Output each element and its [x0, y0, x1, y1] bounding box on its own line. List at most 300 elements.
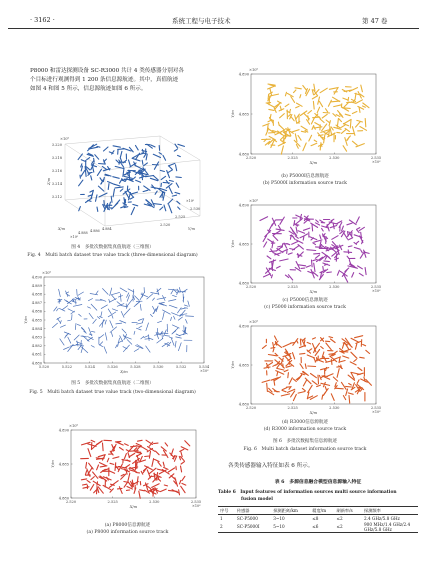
track-segment — [318, 375, 319, 384]
track-segment — [141, 336, 144, 339]
track-segment — [322, 228, 324, 231]
y-tick-label: 4.887 — [31, 301, 42, 306]
track-segment — [285, 104, 289, 107]
track-segment — [120, 288, 127, 292]
track-segment — [365, 119, 366, 127]
track-segment — [345, 138, 347, 146]
track-segment — [313, 101, 314, 109]
track-segment — [300, 214, 301, 219]
track-segment — [110, 463, 114, 464]
track-segment — [98, 186, 104, 191]
x-axis-label: X/m — [120, 369, 128, 374]
axis-box-edge — [65, 192, 160, 200]
track-segment — [296, 106, 299, 108]
track-segment — [324, 264, 327, 265]
track-segment — [326, 343, 331, 350]
header-rule — [8, 28, 419, 29]
track-segment — [351, 372, 360, 374]
track-segment — [273, 231, 280, 235]
track-segment — [129, 160, 131, 166]
track-segment — [68, 309, 74, 312]
track-segment — [293, 353, 295, 359]
track-segment — [97, 169, 101, 175]
track-segment — [311, 143, 317, 145]
table-cell: ≤2 — [336, 524, 343, 529]
track-segment — [328, 374, 333, 376]
track-segment — [88, 307, 91, 308]
table-header-cell: 传感器 — [236, 507, 250, 513]
track-segment — [91, 477, 94, 480]
track-segment — [317, 385, 321, 387]
track-segment — [315, 123, 320, 126]
track-segment — [268, 355, 276, 356]
track-segment — [74, 335, 79, 340]
x-axis-label: X/m — [58, 227, 66, 231]
track-segment — [176, 165, 177, 171]
y-axis-label: Y/m — [230, 110, 235, 118]
track-segment — [81, 170, 85, 176]
track-segment — [99, 320, 104, 326]
z-tick-label: 3.216 — [51, 169, 62, 173]
track-segment — [139, 326, 142, 328]
x-tick-label: 5.522 — [61, 365, 73, 369]
track-segment — [271, 348, 275, 349]
track-segment — [300, 339, 301, 345]
table-cell: ≤6 — [312, 524, 319, 529]
track-segment — [305, 234, 308, 236]
track-segment — [294, 90, 296, 93]
y-axis-label: Y/m — [188, 227, 195, 231]
track-segment — [140, 456, 142, 461]
track-segment — [107, 458, 109, 462]
track-segment — [136, 328, 141, 330]
track-segment — [273, 236, 278, 241]
track-segment — [365, 268, 366, 275]
track-segment — [161, 176, 165, 179]
track-segment — [188, 301, 190, 306]
y-tick-label: 4.880 — [238, 281, 249, 286]
track-segment — [97, 441, 103, 445]
track-segment — [350, 362, 356, 365]
track-segment — [328, 100, 331, 106]
track-segment — [348, 393, 353, 394]
table-header-cell: 探测频率 — [364, 507, 381, 513]
x-tick-label: 2.530 — [329, 285, 340, 289]
track-segment — [308, 116, 309, 120]
track-segment — [329, 337, 333, 338]
track-segment — [159, 153, 162, 155]
track-segment — [285, 92, 286, 96]
x-tick-label: 2.525 — [107, 500, 118, 504]
axis-box-edge — [65, 200, 105, 226]
track-segment — [352, 141, 357, 145]
track-segment — [131, 207, 134, 214]
track-segment — [125, 465, 130, 468]
track-segment — [144, 154, 146, 157]
track-segment — [169, 180, 173, 181]
x-tick-label: 5.534 — [198, 365, 210, 369]
track-segment — [357, 230, 359, 233]
track-segment — [291, 97, 295, 103]
track-segment — [121, 469, 127, 471]
track-segment — [172, 295, 176, 296]
track-segment — [97, 482, 98, 486]
track-segment — [356, 217, 359, 223]
track-segment — [93, 319, 97, 323]
table-header-cell: 刷新率/s — [336, 507, 353, 513]
y-tick-label: 4.880 — [238, 152, 249, 157]
page-number: · 3162 · — [30, 16, 55, 24]
track-segment — [130, 470, 137, 472]
track-segment — [64, 347, 70, 350]
x-tick-label: 2.530 — [329, 406, 340, 410]
track-segment — [281, 146, 283, 154]
track-segment — [358, 368, 362, 371]
x-tick-label: 2.520 — [245, 406, 257, 410]
track-segment — [91, 440, 95, 442]
track-segment — [154, 443, 158, 444]
track-segment — [151, 187, 159, 189]
fig6b-caption-en: (b) P5000Ⅰ information source track — [263, 181, 347, 186]
track-segment — [358, 266, 363, 269]
track-segment — [169, 166, 172, 169]
x-tick-label: 2.520 — [245, 285, 257, 289]
z-tick-label: 3.212 — [51, 195, 62, 199]
table6-title-en-1: Table 6 Input features of information sources multi source information — [218, 490, 397, 495]
x-tick-label: 4.886 — [90, 229, 100, 233]
track-segment — [113, 146, 120, 147]
track-segment — [359, 273, 363, 276]
fig4-caption-en: Fig. 4 Multi batch dataset true value track (three-dimensional diagram) — [27, 253, 198, 258]
track-segment — [102, 320, 103, 328]
track-segment — [90, 191, 93, 193]
track-segment — [127, 460, 130, 462]
track-segment — [135, 296, 140, 301]
track-segment — [123, 347, 127, 349]
track-segment — [340, 361, 346, 363]
track-segment — [181, 452, 182, 457]
track-segment — [354, 247, 360, 249]
track-segment — [119, 487, 122, 494]
body-line: P8000 和雷达探测设备 SC-R3000 共计 4 类传感器分别对各 — [30, 68, 184, 74]
track-segment — [181, 447, 188, 450]
track-segment — [60, 339, 64, 345]
track-segment — [88, 449, 91, 457]
track-segment — [269, 109, 274, 110]
x-tick-label: 2.520 — [65, 500, 77, 504]
track-segment — [110, 327, 117, 333]
track-segment — [100, 463, 106, 466]
track-segment — [346, 386, 352, 387]
fig4-plot — [10, 130, 215, 240]
track-segment — [357, 380, 359, 384]
track-segment — [315, 255, 319, 258]
track-segment — [298, 392, 305, 394]
track-segment — [314, 140, 317, 142]
track-segment — [303, 380, 306, 386]
figure-6a — [45, 420, 210, 510]
track-segment — [182, 483, 186, 485]
track-segment — [176, 183, 179, 187]
track-segment — [331, 339, 336, 343]
track-segment — [140, 304, 141, 310]
track-segment — [357, 228, 360, 230]
track-segment — [282, 390, 286, 391]
plot-frame — [251, 205, 376, 283]
track-segment — [112, 309, 117, 311]
fig5-plot — [10, 265, 220, 377]
track-segment — [301, 126, 307, 130]
track-segment — [158, 321, 162, 323]
track-segment — [95, 155, 99, 160]
track-segment — [298, 254, 299, 258]
track-segment — [184, 308, 187, 309]
track-segment — [298, 135, 301, 140]
track-segment — [325, 387, 326, 390]
y-tick-label: 4.881 — [31, 352, 42, 357]
fig6c-caption-cn: (c) P5000信息源航迹 — [282, 298, 328, 303]
track-segment — [329, 128, 330, 136]
y-tick-label: 4.889 — [31, 283, 42, 288]
track-segment — [153, 298, 155, 300]
track-segment — [57, 308, 59, 311]
track-segment — [60, 325, 65, 327]
track-segment — [54, 307, 57, 311]
track-segment — [312, 260, 313, 267]
track-segment — [302, 388, 305, 390]
track-segment — [296, 227, 297, 233]
track-segment — [320, 235, 321, 239]
x-tick-label: 2.525 — [287, 285, 298, 289]
track-segment — [314, 126, 316, 129]
body-line: 如图 4 和图 5 所示，信息源航迹如图 6 所示。 — [30, 86, 147, 92]
track-segment — [161, 302, 165, 303]
track-segment — [81, 164, 82, 167]
track-segment — [133, 204, 138, 205]
y-tick-label: 4.890 — [238, 72, 249, 77]
track-segment — [88, 299, 92, 301]
track-segment — [326, 109, 328, 112]
track-segment — [264, 367, 270, 368]
track-segment — [181, 457, 185, 461]
track-segment — [81, 345, 83, 352]
track-segment — [273, 349, 274, 352]
track-segment — [278, 246, 282, 247]
track-segment — [313, 243, 316, 245]
track-segment — [312, 96, 317, 99]
track-segment — [153, 154, 160, 157]
table-cell: 5~10 — [273, 524, 285, 529]
track-segment — [120, 294, 121, 302]
y-tick-label: 4.890 — [31, 275, 42, 280]
track-segment — [343, 396, 345, 400]
track-segment — [158, 462, 161, 466]
track-segment — [155, 191, 157, 194]
track-segment — [126, 450, 129, 451]
track-segment — [298, 231, 305, 234]
track-segment — [121, 306, 128, 307]
track-segment — [181, 462, 184, 464]
track-segment — [124, 176, 132, 178]
track-segment — [331, 394, 334, 401]
track-segment — [267, 103, 274, 107]
track-segment — [136, 454, 141, 457]
track-segment — [120, 189, 123, 191]
y-exponent-label: ×10⁶ — [249, 199, 259, 203]
table-row — [218, 521, 418, 533]
x-axis-label: X/m — [309, 289, 318, 294]
track-segment — [322, 114, 327, 118]
track-segment — [361, 85, 363, 92]
y-axis-label: Y/m — [230, 240, 235, 248]
fig6a-caption-en: (a) P8000 information source track — [86, 530, 169, 535]
track-segment — [180, 449, 184, 451]
track-segment — [112, 315, 113, 318]
track-segment — [152, 484, 160, 488]
track-segment — [136, 146, 139, 150]
track-segment — [168, 170, 173, 173]
track-segment — [329, 121, 330, 126]
track-segment — [270, 114, 271, 118]
track-segment — [298, 265, 305, 266]
track-segment — [125, 444, 129, 446]
track-segment — [153, 204, 161, 205]
track-segment — [97, 317, 99, 319]
track-segment — [109, 486, 112, 488]
track-segment — [172, 328, 178, 334]
track-segment — [115, 184, 121, 186]
track-segment — [91, 176, 92, 180]
track-segment — [168, 289, 177, 290]
track-segment — [268, 84, 275, 85]
track-segment — [176, 177, 181, 178]
x-tick-label: 2.525 — [287, 406, 298, 410]
y-tick-label: 4.890 — [58, 428, 69, 433]
track-segment — [291, 391, 295, 397]
track-segment — [267, 383, 268, 391]
track-segment — [320, 220, 323, 222]
track-segment — [140, 490, 145, 491]
track-segment — [68, 337, 71, 343]
track-segment — [99, 335, 104, 339]
track-segment — [268, 86, 275, 89]
track-segment — [352, 273, 354, 278]
track-segment — [118, 488, 123, 489]
x-tick-label: 5.520 — [38, 365, 50, 369]
track-segment — [121, 311, 124, 317]
track-segment — [169, 300, 176, 302]
track-segment — [103, 443, 104, 451]
table6-title-en-2: fusion model — [241, 497, 273, 502]
z-tick-label: 3.220 — [51, 143, 62, 147]
track-segment — [286, 366, 291, 368]
fig6b-caption-cn: (b) P5000Ⅰ信息源航迹 — [281, 174, 329, 179]
track-segment — [348, 97, 349, 100]
y-exponent-label: ×10⁶ — [249, 320, 259, 324]
track-segment — [99, 193, 107, 197]
x-exponent-label: ×10⁶ — [70, 235, 79, 239]
track-segment — [355, 344, 356, 349]
table-header-row — [218, 507, 418, 515]
track-segment — [313, 338, 316, 339]
track-segment — [145, 456, 150, 457]
track-segment — [307, 355, 314, 358]
track-segment — [87, 480, 90, 482]
track-segment — [287, 93, 293, 96]
y-tick-label: 4.885 — [58, 462, 69, 467]
y-exponent-label: ×10⁶ — [69, 424, 79, 428]
track-segment — [295, 236, 298, 239]
x-exponent-label: ×10⁶ — [200, 369, 209, 373]
track-segment — [109, 202, 111, 207]
track-segment — [57, 319, 60, 323]
table-6 — [218, 478, 418, 533]
table-cell: SC-P5000Ⅰ — [236, 524, 260, 529]
track-segment — [160, 489, 166, 492]
x-tick-label: 2.530 — [329, 156, 340, 160]
track-segment — [172, 195, 176, 196]
track-segment — [280, 106, 281, 110]
track-segment — [127, 299, 132, 306]
x-tick-label: 2.535 — [370, 406, 382, 410]
track-segment — [345, 114, 350, 116]
track-segment — [115, 187, 123, 188]
track-segment — [127, 293, 129, 298]
track-segment — [122, 329, 126, 333]
track-segment — [310, 237, 317, 240]
x-tick-label: 2.535 — [190, 500, 202, 504]
track-segment — [65, 335, 67, 338]
track-segment — [280, 259, 288, 261]
track-segment — [282, 388, 287, 390]
table-cell: 2 — [220, 524, 223, 529]
track-segment — [182, 289, 187, 293]
y-axis-label: Y/m — [23, 316, 28, 324]
track-segment — [285, 132, 286, 139]
track-segment — [119, 161, 120, 164]
track-segment — [347, 137, 349, 140]
track-segment — [111, 292, 119, 294]
track-segment — [108, 309, 111, 314]
track-segment — [52, 323, 57, 328]
track-segment — [275, 336, 277, 340]
track-segment — [294, 221, 295, 226]
y-tick-label: 4.886 — [31, 309, 42, 314]
track-segment — [288, 253, 292, 254]
track-segment — [269, 96, 270, 105]
track-segment — [118, 464, 122, 472]
track-segment — [180, 481, 181, 484]
track-segment — [143, 190, 148, 191]
table-cell: ≤8 — [312, 515, 319, 521]
track-segment — [133, 156, 137, 158]
track-segment — [337, 369, 339, 378]
track-segment — [120, 179, 122, 183]
track-segment — [268, 120, 271, 122]
track-segment — [146, 154, 147, 160]
track-segment — [79, 180, 83, 186]
fig4-caption-cn: 图 4 多批次数据集真值航迹（三维图） — [71, 245, 154, 250]
track-segment — [90, 485, 94, 491]
track-segment — [86, 462, 87, 468]
track-segment — [116, 323, 122, 324]
table-cell: 3~10 — [273, 515, 285, 521]
track-segment — [322, 252, 329, 257]
track-segment — [81, 479, 86, 480]
track-segment — [108, 184, 109, 190]
track-segment — [296, 145, 298, 149]
x-tick-label: 4.888 — [78, 231, 88, 235]
